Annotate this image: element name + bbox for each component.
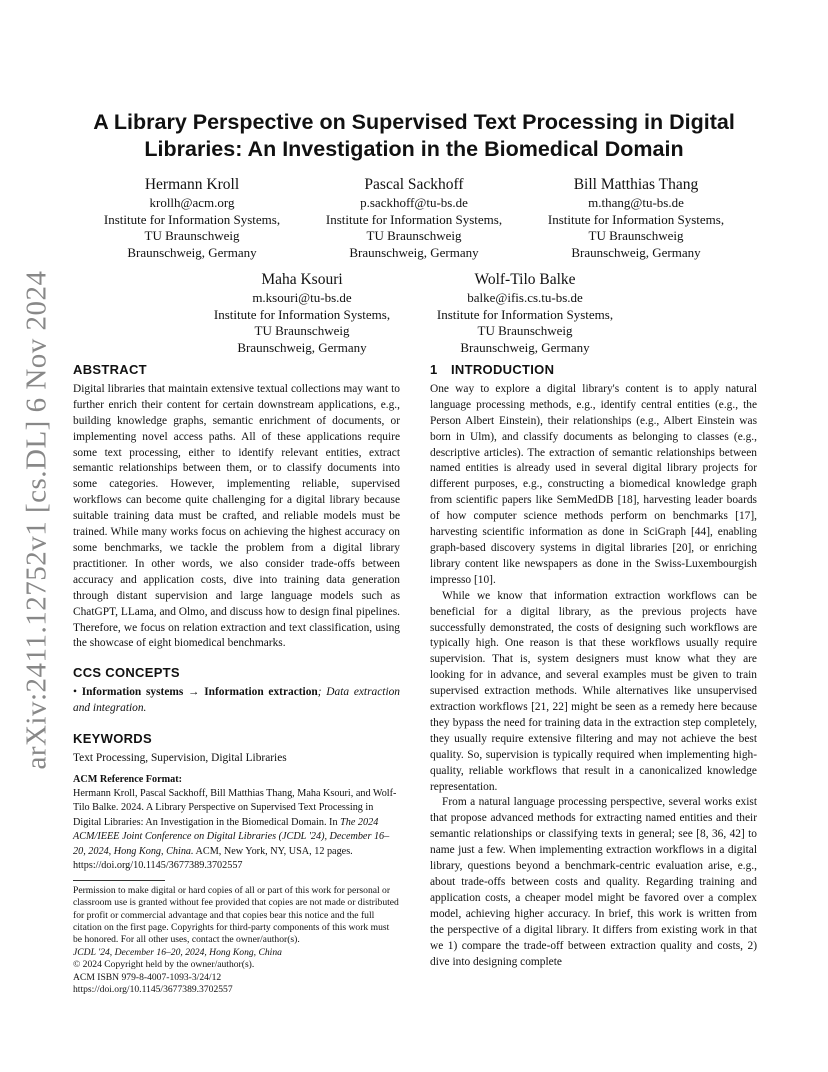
ccs-heading: CCS CONCEPTS xyxy=(73,665,180,681)
ccs-concepts xyxy=(73,685,400,717)
author-institution: Institute for Information Systems, xyxy=(213,306,391,322)
title-line-2: Libraries: An Investigation in the Biomedical Domain xyxy=(144,137,684,161)
isbn-line: ACM ISBN 979-8-4007-1093-3/24/12 xyxy=(73,971,222,983)
title-line-1: A Library Perspective on Supervised Text Processing in Digital xyxy=(93,110,735,134)
ccs-bullet: • xyxy=(73,686,77,699)
acm-reference-tail: ACM, New York, NY, USA, 12 pages. https://doi.org/10.1145/3677389.3702557 xyxy=(73,845,353,872)
doi-line: https://doi.org/10.1145/3677389.3702557 xyxy=(73,984,233,996)
intro-paragraph: While we know that information extraction workflows can be beneficial for a digital library, as the previous projects have successfully demonstrated, the costs of designing such workflows are typically high. One reason is that these workflows usually require supervision. That is, system designers must know what they are looking for in advance, and several examples must be given to train supervised extraction methods. While alternatives like unsupervised extraction workflows [21, 22] might be seen as a remedy here because they bypass the need for training data in the extraction step completely, they usually require extensive filtering and may not achieve the best quality. So, supervision is typically required when implementing high-quality, reliable workflows that result in a canonicalized knowledge representation. xyxy=(430,589,757,793)
permission-conference xyxy=(73,947,400,959)
author-name: Wolf-Tilo Balke xyxy=(474,271,576,288)
author-block xyxy=(77,175,307,261)
ccs-concept-2: Information extraction xyxy=(204,686,318,699)
author-name: Hermann Kroll xyxy=(144,176,240,193)
author-name: Maha Ksouri xyxy=(261,271,343,288)
author-name: Bill Matthias Thang xyxy=(573,176,699,193)
author-university: TU Braunschweig xyxy=(477,323,573,338)
acm-reference-text xyxy=(73,787,400,874)
section-number: 1 xyxy=(430,362,438,377)
author-location: Braunschweig, Germany xyxy=(349,244,479,260)
left-column xyxy=(73,362,400,997)
author-location: Braunschweig, Germany xyxy=(571,244,701,260)
keywords-text: Text Processing, Supervision, Digital Libraries xyxy=(73,751,287,764)
permission-notice: Permission to make digital or hard copies of all or part of this work for personal or classroom use is granted without fee provided that copies are not made or distributed for profit or commercial advantage and that copies bear this notice and the full citation on the first page. Copyrights for third-party components of this work must be honored. For all other uses, contact the owner/author(s). xyxy=(73,884,399,946)
footnote-rule xyxy=(73,880,165,881)
arxiv-sidebar-stamp xyxy=(12,270,62,770)
author-location: Braunschweig, Germany xyxy=(237,339,367,355)
author-block xyxy=(299,175,529,261)
arxiv-id: arXiv:2411.12752v1 [cs.DL] 6 Nov 2024 xyxy=(20,270,53,770)
author-location: Braunschweig, Germany xyxy=(127,244,257,260)
abstract-heading: ABSTRACT xyxy=(73,362,147,377)
author-institution: Institute for Information Systems, xyxy=(547,211,725,227)
author-name: Pascal Sackhoff xyxy=(364,176,464,193)
acm-reference-venue: The 2024 ACM/IEEE Joint Conference on Digital Libraries (JCDL '24), December 16–20, 2024, Hong Kong, China. xyxy=(73,816,390,857)
section-title: INTRODUCTION xyxy=(451,362,555,377)
introduction-heading xyxy=(430,362,757,378)
author-university: TU Braunschweig xyxy=(588,228,684,243)
copyright-line: © 2024 Copyright held by the owner/author(s). xyxy=(73,959,255,971)
abstract-text: Digital libraries that maintain extensive textual collections may want to further enrich their content for certain downstream applications, e.g., building knowledge graphs, semantic enrichment of documents, or implementing novel access paths. All of these applications require some text processing, either to identify relevant entities, extract semantic relationships between them, or to classify documents into some categories. However, implementing reliable, supervised workflows can become quite challenging for a digital library because suitable training data must be crafted, and reliable models must be trained. While many works focus on achieving the highest accuracy on some benchmarks, we tackle the problem from a digital library practitioner. In other words, we also consider trade-offs between accuracy and application costs, dive into training data generation through distant supervision and large language models such as ChatGPT, LLama, and Olmo, and discuss how to design final pipelines. Therefore, we focus on relation extraction and text classification, using the showcase of eight biomedical benchmarks. xyxy=(73,382,400,650)
author-block xyxy=(410,270,640,356)
ccs-concept-rest: ; Data extraction and integration. xyxy=(73,686,401,715)
paper-title xyxy=(72,109,756,163)
author-institution: Institute for Information Systems, xyxy=(436,306,614,322)
acm-reference-heading: ACM Reference Format: xyxy=(73,773,182,785)
author-email: balke@ifis.cs.tu-bs.de xyxy=(467,290,583,305)
author-email: m.ksouri@tu-bs.de xyxy=(252,290,352,305)
author-location: Braunschweig, Germany xyxy=(460,339,590,355)
right-column xyxy=(430,362,757,970)
author-institution: Institute for Information Systems, xyxy=(103,211,281,227)
author-email: m.thang@tu-bs.de xyxy=(588,195,684,210)
keywords-heading: KEYWORDS xyxy=(73,731,152,747)
conference-line: JCDL '24, December 16–20, 2024, Hong Kong, China xyxy=(73,946,282,958)
author-block xyxy=(521,175,751,261)
acm-reference-authors: Hermann Kroll, Pascal Sackhoff, Bill Matthias Thang, Maha Ksouri, and Wolf-Tilo Balke. 2024. A Library Perspective on Supervised Text Processing in Digital Libraries: An Investigation in the Biomedical Domain. In xyxy=(73,787,397,828)
ccs-arrow: → xyxy=(183,686,205,699)
author-university: TU Braunschweig xyxy=(144,228,240,243)
author-block xyxy=(187,270,417,356)
author-university: TU Braunschweig xyxy=(366,228,462,243)
author-email: krollh@acm.org xyxy=(149,195,235,210)
ccs-concept-1: Information systems xyxy=(81,686,184,699)
intro-paragraph: From a natural language processing perspective, several works exist that propose advanced methods for extracting named entities and their semantic relationships or classifying texts in general; see [8, 36, 42] to name just a few. When implementing extraction workflows in a digital library, questions beyond a benchmark-centric evaluation arise, e.g., about trade-offs between costs and quality. Regarding training and application costs, a cheaper model might be favored over a complex model, achieving higher accuracy. In brief, this work is written from the perspective of a digital library. It differs from existing work in that we 1) compare the trade-off between extraction quality and costs, 2) dive into designing complete xyxy=(430,796,757,968)
intro-paragraph: One way to explore a digital library's content is to apply natural language processing methods, e.g., identify central entities (e.g., the Person Albert Einstein), their relationships (e.g., Albert Einstein was born in Ulm), and classify documents as belonging to classes (e.g., descriptive articles). The extraction of semantic relationships between named entities is already used in several digital library projects for different purposes, e.g., constructing a biomedical knowledge graph from scientific papers like SemMedDB [18], harvesting leader boards of how computer science methods perform on benchmarks [17], harvesting scientific information as done in SciGraph [44], enabling graph-based discovery systems in digital libraries [20], or enriching library content like newspapers as done in the Swiss-Luxembourgish impresso [10]. xyxy=(430,382,757,586)
author-institution: Institute for Information Systems, xyxy=(325,211,503,227)
author-email: p.sackhoff@tu-bs.de xyxy=(360,195,468,210)
author-university: TU Braunschweig xyxy=(254,323,350,338)
